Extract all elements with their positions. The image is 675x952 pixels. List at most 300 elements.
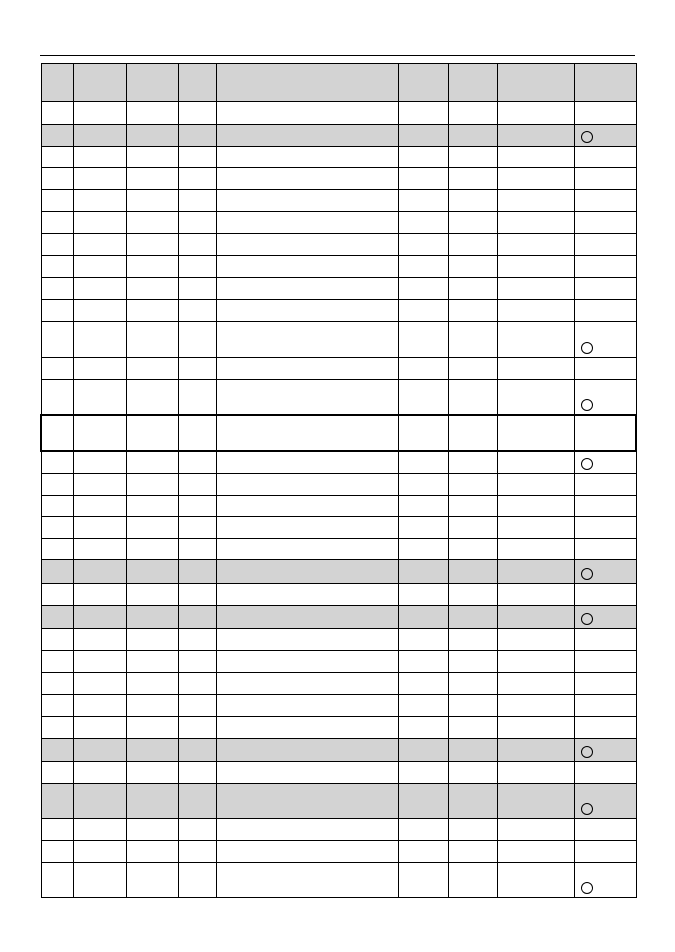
- table-row: [41, 451, 636, 474]
- table-cell: [41, 584, 73, 606]
- table-row: [41, 539, 636, 560]
- table-cell: [574, 584, 636, 606]
- table-cell: [216, 380, 398, 415]
- table-cell: [574, 168, 636, 190]
- table-cell: [41, 451, 73, 474]
- table-cell: [398, 190, 448, 212]
- table-cell: [73, 539, 126, 560]
- table-cell: [41, 380, 73, 415]
- table-cell: [126, 300, 178, 322]
- table-cell: [178, 278, 216, 300]
- table-cell: [73, 606, 126, 629]
- table-cell: [448, 256, 497, 278]
- table-cell: [497, 517, 574, 539]
- table-cell: [216, 762, 398, 784]
- table-cell: [574, 496, 636, 517]
- table-cell: [41, 784, 73, 819]
- header-rule: [40, 55, 635, 56]
- table-cell: [574, 560, 636, 584]
- table-row: [41, 584, 636, 606]
- table-cell: [41, 606, 73, 629]
- data-table: [40, 63, 637, 898]
- table-cell: [41, 415, 73, 451]
- table-row: [41, 606, 636, 629]
- table-row: [41, 863, 636, 898]
- table-cell: [73, 358, 126, 380]
- table-cell: [398, 496, 448, 517]
- table-cell: [41, 358, 73, 380]
- table-cell: [398, 278, 448, 300]
- table-cell: [41, 819, 73, 841]
- table-cell: [216, 863, 398, 898]
- table-row: [41, 474, 636, 496]
- table-cell: [574, 695, 636, 717]
- table-cell: [398, 212, 448, 234]
- table-cell: [216, 322, 398, 358]
- circle-marker-icon: [581, 458, 593, 470]
- table-cell: [448, 606, 497, 629]
- table-cell: [398, 474, 448, 496]
- table-cell: [178, 651, 216, 673]
- table-cell: [178, 863, 216, 898]
- table-cell: [398, 517, 448, 539]
- table-cell: [178, 380, 216, 415]
- table-cell: [126, 606, 178, 629]
- table-cell: [497, 168, 574, 190]
- table-cell: [178, 256, 216, 278]
- table-cell: [497, 234, 574, 256]
- table-cell: [497, 717, 574, 739]
- table-cell: [448, 212, 497, 234]
- table-cell: [126, 496, 178, 517]
- circle-marker-icon: [581, 568, 593, 580]
- table-cell: [41, 560, 73, 584]
- table-cell: [574, 784, 636, 819]
- table-row: [41, 380, 636, 415]
- table-cell: [398, 102, 448, 125]
- table-cell: [448, 300, 497, 322]
- table-cell: [574, 125, 636, 147]
- table-cell: [41, 102, 73, 125]
- table-cell: [41, 125, 73, 147]
- table-cell: [216, 474, 398, 496]
- table-cell: [41, 300, 73, 322]
- table-cell: [73, 560, 126, 584]
- table-cell: [216, 147, 398, 168]
- table-cell: [497, 496, 574, 517]
- table-cell: [178, 168, 216, 190]
- table-cell: [574, 64, 636, 102]
- table-cell: [126, 717, 178, 739]
- table-cell: [497, 278, 574, 300]
- table-cell: [448, 64, 497, 102]
- table-cell: [448, 673, 497, 695]
- table-row: [41, 212, 636, 234]
- table-cell: [398, 673, 448, 695]
- table-cell: [497, 125, 574, 147]
- table-cell: [398, 64, 448, 102]
- table-cell: [216, 234, 398, 256]
- table-cell: [126, 212, 178, 234]
- table-cell: [216, 125, 398, 147]
- table-cell: [126, 739, 178, 762]
- table-cell: [126, 863, 178, 898]
- table-cell: [126, 322, 178, 358]
- table-cell: [497, 212, 574, 234]
- table-cell: [448, 695, 497, 717]
- table-row: [41, 147, 636, 168]
- table-cell: [41, 256, 73, 278]
- table-cell: [216, 739, 398, 762]
- table-cell: [574, 606, 636, 629]
- circle-marker-icon: [581, 803, 593, 815]
- table-cell: [398, 651, 448, 673]
- table-cell: [448, 784, 497, 819]
- table-cell: [178, 539, 216, 560]
- table-cell: [497, 474, 574, 496]
- table-cell: [497, 256, 574, 278]
- table-cell: [126, 415, 178, 451]
- table-cell: [178, 415, 216, 451]
- table-cell: [178, 212, 216, 234]
- table-cell: [126, 560, 178, 584]
- table-cell: [497, 380, 574, 415]
- table-cell: [73, 451, 126, 474]
- table-cell: [216, 673, 398, 695]
- table-cell: [398, 147, 448, 168]
- table-cell: [178, 629, 216, 651]
- circle-marker-icon: [581, 882, 593, 894]
- table-cell: [574, 234, 636, 256]
- table-cell: [398, 717, 448, 739]
- table-cell: [126, 629, 178, 651]
- table-cell: [497, 762, 574, 784]
- table-cell: [41, 717, 73, 739]
- table-cell: [41, 190, 73, 212]
- table-cell: [398, 629, 448, 651]
- table-cell: [398, 863, 448, 898]
- table-cell: [73, 102, 126, 125]
- table-row: [41, 234, 636, 256]
- table-cell: [497, 629, 574, 651]
- table-cell: [178, 147, 216, 168]
- table-cell: [574, 629, 636, 651]
- table-cell: [574, 102, 636, 125]
- table-cell: [41, 762, 73, 784]
- table-cell: [574, 322, 636, 358]
- table-cell: [178, 739, 216, 762]
- table-row: [41, 651, 636, 673]
- table-cell: [41, 168, 73, 190]
- table-cell: [448, 539, 497, 560]
- table-cell: [398, 168, 448, 190]
- table-cell: [216, 212, 398, 234]
- table-cell: [41, 64, 73, 102]
- table-cell: [448, 234, 497, 256]
- table-cell: [448, 560, 497, 584]
- table-cell: [216, 451, 398, 474]
- table-cell: [178, 819, 216, 841]
- table-cell: [448, 517, 497, 539]
- table-cell: [216, 539, 398, 560]
- table-cell: [497, 673, 574, 695]
- table-cell: [398, 819, 448, 841]
- table-cell: [73, 496, 126, 517]
- table-cell: [126, 102, 178, 125]
- table-cell: [126, 819, 178, 841]
- table-cell: [448, 863, 497, 898]
- table-cell: [216, 64, 398, 102]
- table-row: [41, 841, 636, 863]
- table-cell: [73, 695, 126, 717]
- table-cell: [73, 819, 126, 841]
- circle-marker-icon: [581, 342, 593, 354]
- table-body: [41, 64, 636, 898]
- table-cell: [216, 695, 398, 717]
- table-cell: [574, 762, 636, 784]
- table-cell: [216, 784, 398, 819]
- table-cell: [574, 415, 636, 451]
- table-cell: [41, 474, 73, 496]
- table-row: [41, 819, 636, 841]
- table-cell: [216, 358, 398, 380]
- table-cell: [178, 190, 216, 212]
- table-cell: [73, 762, 126, 784]
- table-cell: [497, 300, 574, 322]
- table-cell: [73, 863, 126, 898]
- table-cell: [126, 841, 178, 863]
- table-cell: [497, 784, 574, 819]
- table-cell: [398, 695, 448, 717]
- table-cell: [41, 673, 73, 695]
- table-cell: [497, 190, 574, 212]
- table-cell: [216, 717, 398, 739]
- table-cell: [126, 539, 178, 560]
- table-cell: [73, 673, 126, 695]
- table-cell: [126, 451, 178, 474]
- table-cell: [73, 278, 126, 300]
- table-cell: [574, 517, 636, 539]
- table-cell: [398, 841, 448, 863]
- table-cell: [73, 147, 126, 168]
- table-cell: [448, 819, 497, 841]
- table-cell: [398, 380, 448, 415]
- table-cell: [41, 517, 73, 539]
- table-cell: [41, 629, 73, 651]
- table-cell: [497, 358, 574, 380]
- table-cell: [574, 739, 636, 762]
- table-cell: [448, 629, 497, 651]
- table-row: [41, 300, 636, 322]
- table-cell: [41, 651, 73, 673]
- table-cell: [73, 256, 126, 278]
- table-cell: [216, 841, 398, 863]
- table-cell: [73, 651, 126, 673]
- table-cell: [178, 496, 216, 517]
- table-cell: [574, 256, 636, 278]
- table-cell: [41, 278, 73, 300]
- table-cell: [574, 451, 636, 474]
- table-cell: [73, 234, 126, 256]
- table-cell: [73, 64, 126, 102]
- table-cell: [398, 322, 448, 358]
- table-cell: [178, 451, 216, 474]
- table-cell: [216, 102, 398, 125]
- table-cell: [574, 863, 636, 898]
- table-cell: [73, 322, 126, 358]
- circle-marker-icon: [581, 131, 593, 143]
- table-cell: [398, 234, 448, 256]
- table-cell: [216, 629, 398, 651]
- table-cell: [126, 64, 178, 102]
- table-cell: [574, 717, 636, 739]
- circle-marker-icon: [581, 746, 593, 758]
- table-cell: [178, 695, 216, 717]
- table-row: [41, 322, 636, 358]
- table-cell: [216, 415, 398, 451]
- table-cell: [574, 147, 636, 168]
- table-cell: [497, 651, 574, 673]
- table-cell: [497, 322, 574, 358]
- table-cell: [574, 651, 636, 673]
- table-row: [41, 64, 636, 102]
- table-row: [41, 673, 636, 695]
- table-cell: [497, 415, 574, 451]
- table-cell: [126, 651, 178, 673]
- table-cell: [41, 539, 73, 560]
- table-cell: [497, 819, 574, 841]
- table-cell: [73, 784, 126, 819]
- table-row: [41, 358, 636, 380]
- table-cell: [178, 560, 216, 584]
- table-cell: [126, 147, 178, 168]
- table-cell: [41, 841, 73, 863]
- table-cell: [448, 841, 497, 863]
- table-cell: [216, 496, 398, 517]
- table-row: [41, 695, 636, 717]
- table-cell: [126, 673, 178, 695]
- table-cell: [178, 322, 216, 358]
- table-cell: [216, 651, 398, 673]
- table-cell: [126, 762, 178, 784]
- table-cell: [574, 673, 636, 695]
- table-cell: [216, 278, 398, 300]
- table-cell: [398, 560, 448, 584]
- table-row: [41, 125, 636, 147]
- table-cell: [448, 584, 497, 606]
- table-row: [41, 278, 636, 300]
- table-cell: [497, 841, 574, 863]
- table-cell: [178, 762, 216, 784]
- table-cell: [216, 606, 398, 629]
- table-cell: [574, 278, 636, 300]
- table-cell: [448, 496, 497, 517]
- table-cell: [448, 278, 497, 300]
- table-cell: [178, 102, 216, 125]
- table-cell: [448, 651, 497, 673]
- table-cell: [448, 190, 497, 212]
- table-cell: [574, 539, 636, 560]
- table-cell: [448, 358, 497, 380]
- table-cell: [73, 125, 126, 147]
- table-cell: [497, 584, 574, 606]
- table-cell: [178, 606, 216, 629]
- table-row: [41, 784, 636, 819]
- table-cell: [574, 819, 636, 841]
- table-cell: [178, 125, 216, 147]
- table-cell: [216, 256, 398, 278]
- table-cell: [178, 841, 216, 863]
- table-cell: [178, 64, 216, 102]
- circle-marker-icon: [581, 613, 593, 625]
- table-cell: [73, 300, 126, 322]
- table-cell: [398, 739, 448, 762]
- table-cell: [398, 125, 448, 147]
- table-cell: [216, 168, 398, 190]
- table-cell: [41, 322, 73, 358]
- table-cell: [126, 784, 178, 819]
- table-cell: [574, 190, 636, 212]
- table-cell: [73, 584, 126, 606]
- table-cell: [398, 415, 448, 451]
- table-cell: [216, 819, 398, 841]
- table-cell: [574, 212, 636, 234]
- table-cell: [178, 234, 216, 256]
- table-cell: [398, 784, 448, 819]
- table-cell: [126, 256, 178, 278]
- table-cell: [398, 358, 448, 380]
- table-row: [41, 560, 636, 584]
- table-row: [41, 629, 636, 651]
- table-row: [41, 717, 636, 739]
- table-cell: [73, 717, 126, 739]
- table-cell: [73, 739, 126, 762]
- table-cell: [448, 102, 497, 125]
- table-cell: [126, 168, 178, 190]
- table-cell: [73, 380, 126, 415]
- table-cell: [497, 606, 574, 629]
- table-row: [41, 496, 636, 517]
- table-cell: [126, 358, 178, 380]
- table-cell: [398, 584, 448, 606]
- table-cell: [216, 300, 398, 322]
- table-cell: [448, 415, 497, 451]
- table-cell: [41, 863, 73, 898]
- table-cell: [73, 212, 126, 234]
- table-cell: [126, 190, 178, 212]
- table-cell: [126, 380, 178, 415]
- table-cell: [448, 380, 497, 415]
- table-cell: [448, 168, 497, 190]
- table-cell: [73, 415, 126, 451]
- table-cell: [73, 190, 126, 212]
- table-cell: [448, 762, 497, 784]
- table-cell: [448, 147, 497, 168]
- table-cell: [73, 168, 126, 190]
- table-cell: [178, 474, 216, 496]
- table-row: [41, 168, 636, 190]
- table-cell: [448, 125, 497, 147]
- table-cell: [41, 496, 73, 517]
- table-row: [41, 762, 636, 784]
- table-cell: [574, 358, 636, 380]
- table-cell: [41, 739, 73, 762]
- table-cell: [216, 517, 398, 539]
- table-cell: [126, 474, 178, 496]
- table-cell: [574, 474, 636, 496]
- table-cell: [178, 717, 216, 739]
- table-row: [41, 739, 636, 762]
